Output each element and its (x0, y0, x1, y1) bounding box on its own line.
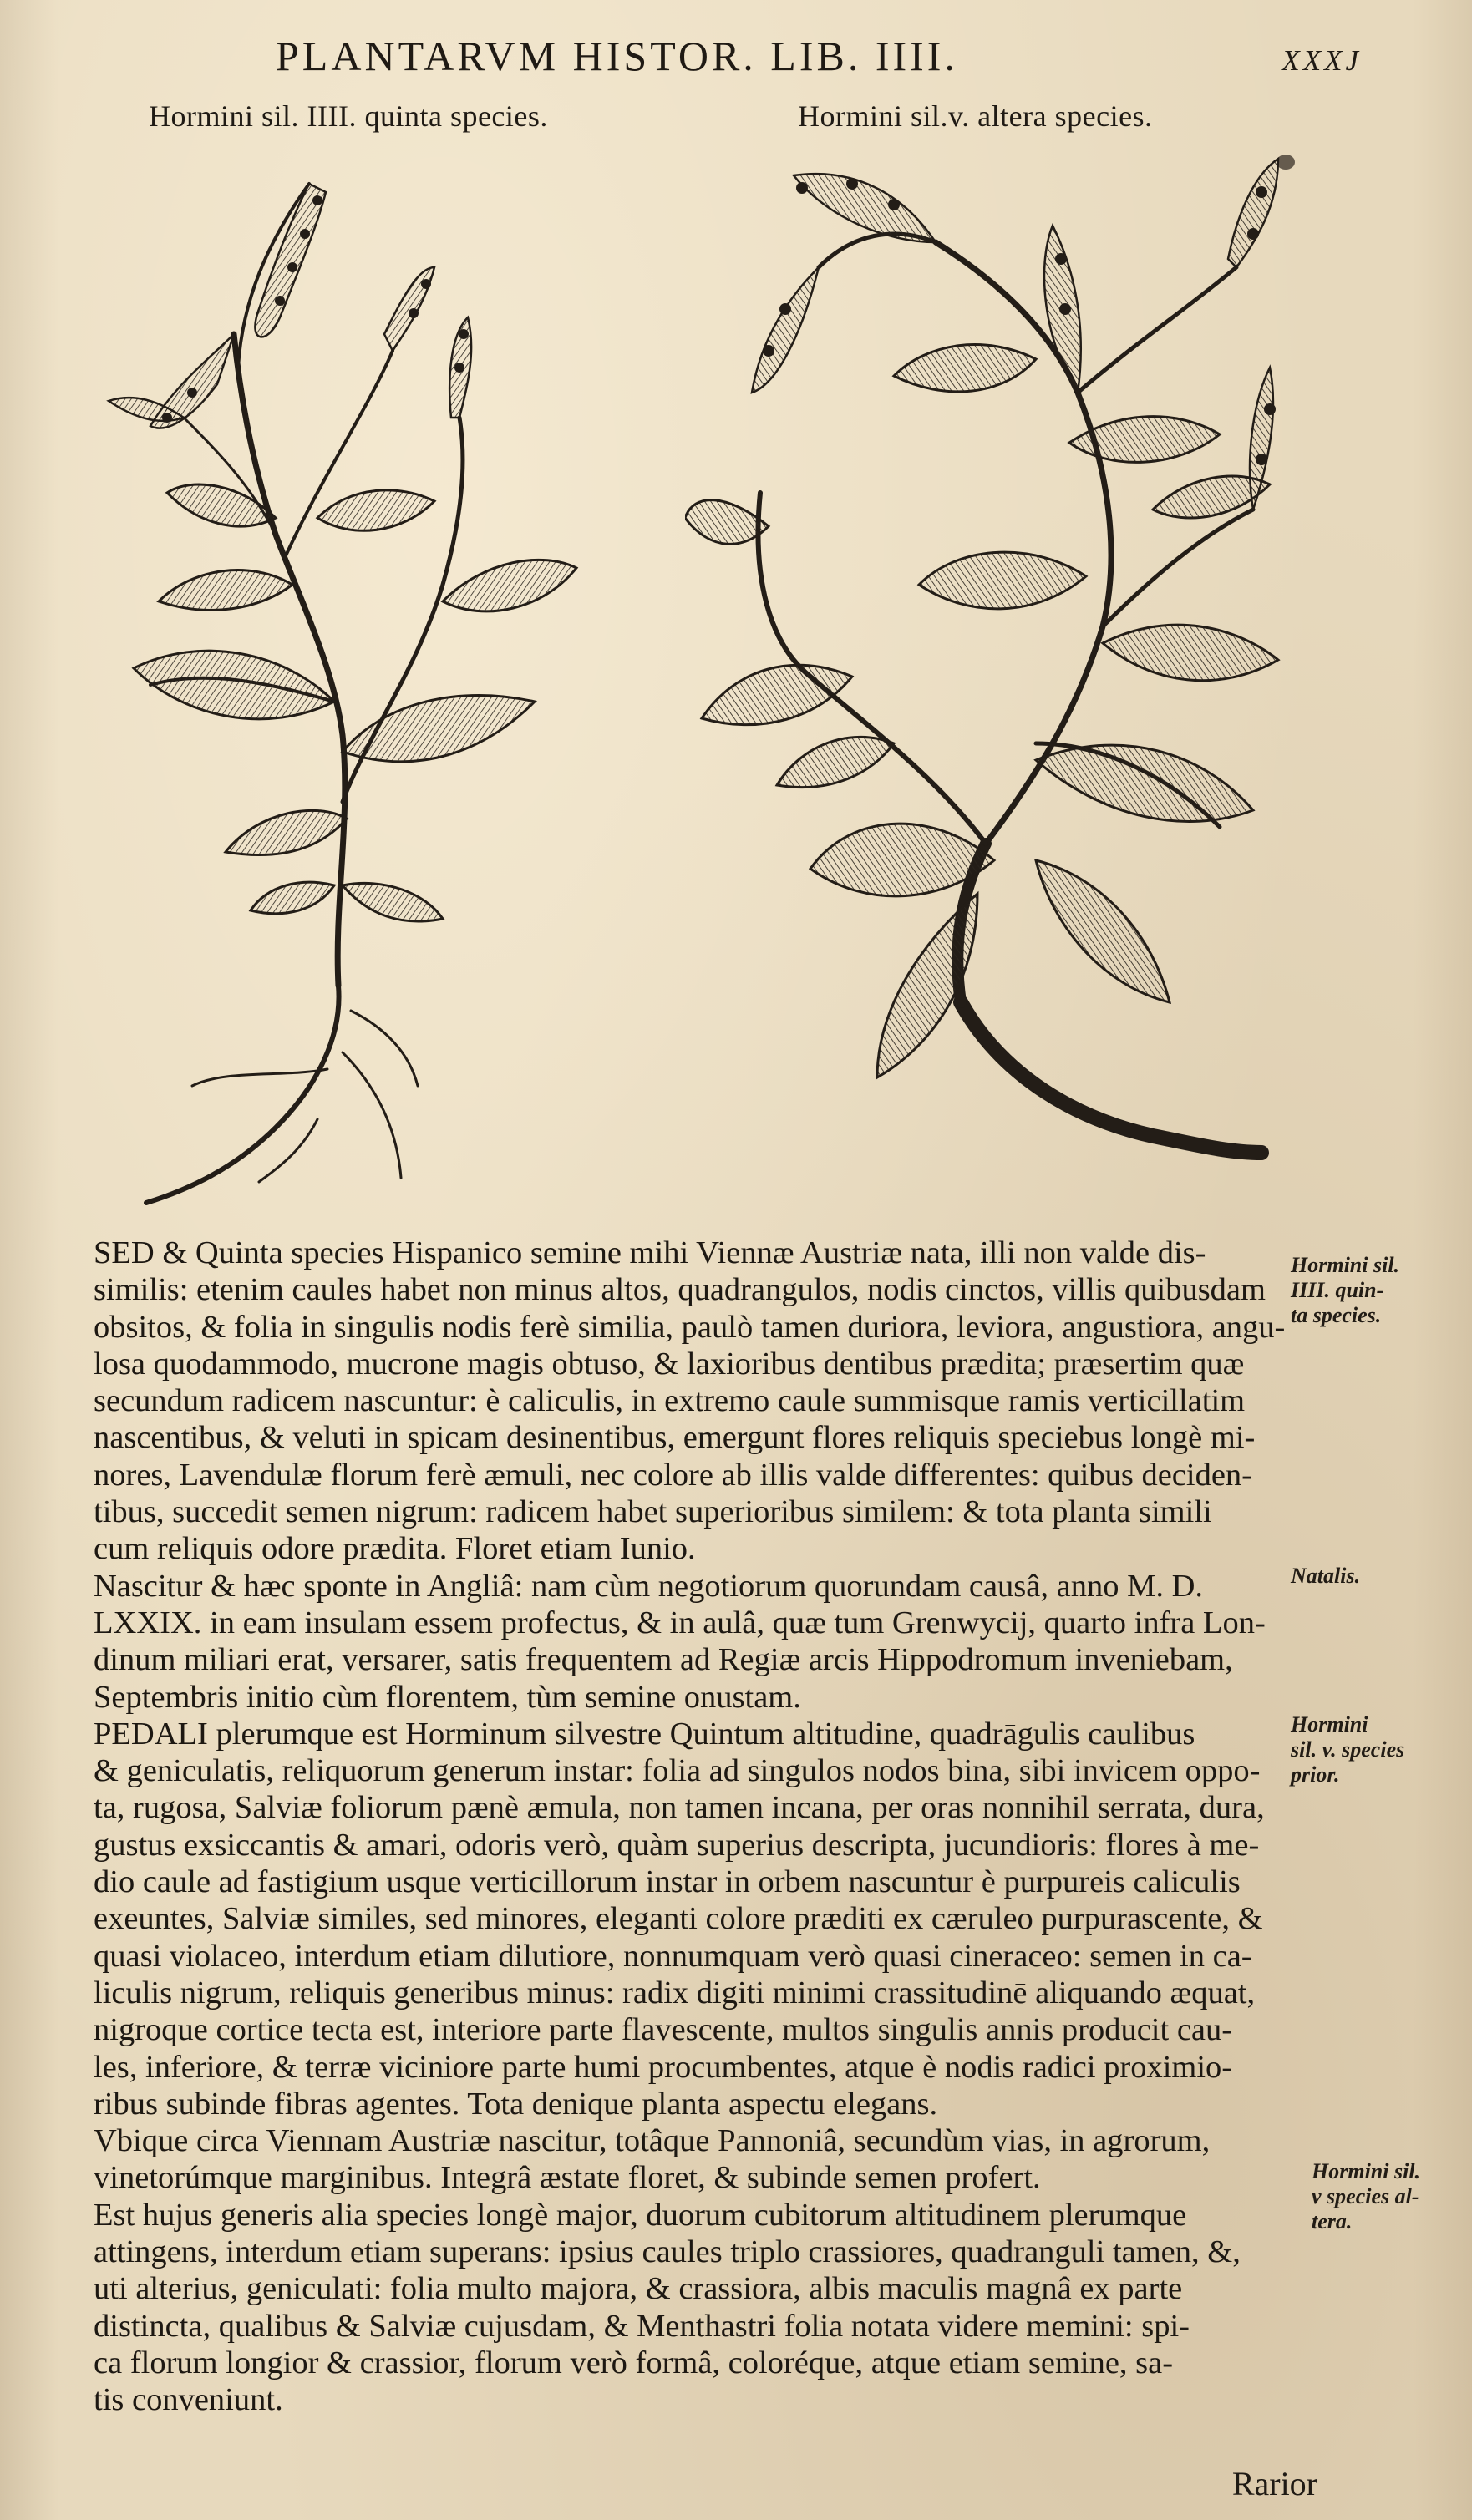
margin-note-line: sil. v. species (1291, 1737, 1405, 1762)
paragraph-altera-species (94, 2197, 1288, 2419)
text-line: vinetorúmque marginibus. Integrâ æstate floret, & subinde semen profert. (94, 2160, 1041, 2196)
margin-note-line: IIII. quin- (1291, 1278, 1384, 1302)
text-line: losa quodammodo, mucrone magis obtuso, & laxioribus dentibus prædita; præsertim quæ (94, 1346, 1245, 1382)
paragraph-vbique (94, 2122, 1288, 2197)
margin-note-prior (1291, 1712, 1404, 1787)
body-text (94, 1235, 1288, 2419)
margin-note-line: Hormini sil. (1312, 2159, 1421, 2183)
text-line: obsitos, & folia in singulis nodis ferè similia, paulò tamen duriora, leviora, angustiora, angu- (94, 1309, 1286, 1345)
text-line: attingens, interdum etiam superans: ipsius caules triplo crassiores, quadranguli tamen, &, (94, 2234, 1241, 2270)
text-line: Nascitur & hæc sponte in Angliâ: nam cùm negotiorum quorundam causâ, anno M. D. (94, 1568, 1204, 1604)
text-line: Septembris initio cùm florentem, tùm semine onustam. (94, 1679, 801, 1715)
text-line: tis conveniunt. (94, 2382, 283, 2418)
text-line: tibus, succedit semen nigrum: radicem habet superioribus similem: & tota planta simili (94, 1494, 1212, 1530)
text-line: nascentibus, & veluti in spicam desinentibus, emergunt flores reliquis speciebus longè mi- (94, 1420, 1256, 1456)
text-line: exeuntes, Salviæ similes, sed minores, eleganti colore præditi ex cæruleo purpurascente, & (94, 1901, 1263, 1937)
margin-note-line: Hormini sil. (1291, 1253, 1400, 1277)
text-line: distincta, qualibus & Salviæ cujusdam, & Menthastri folia notata videre memini: spi- (94, 2308, 1190, 2344)
paragraph-pedali (94, 1716, 1288, 2122)
margin-note-line: v species al- (1312, 2184, 1419, 2208)
margin-note-altera (1312, 2159, 1420, 2234)
text-line: liculis nigrum, reliquis generibus minus: radix digiti minimi crassitudinē aliquando æquat, (94, 1975, 1256, 2010)
paragraph-natalis (94, 1568, 1288, 1716)
text-line: les, inferiore, & terræ viciniore parte humi procumbentes, atque è nodis radici proximio- (94, 2049, 1233, 2085)
plant-illustration-right (685, 142, 1287, 1186)
plant-illustration-left (67, 167, 601, 1228)
margin-note-line: Hormini (1291, 1712, 1368, 1737)
caption-right: Hormini sil.v. altera species. (798, 99, 1153, 133)
text-line: uti alterius, geniculati: folia multo majora, & crassiora, albis maculis magnâ ex parte (94, 2271, 1183, 2307)
margin-note-line: tera. (1312, 2209, 1353, 2234)
text-line: ta, rugosa, Salviæ foliorum pænè æmula, non tamen incana, per oras nonnihil serrata, dura, (94, 1790, 1265, 1826)
text-line: Est hujus generis alia species longè major, duorum cubitorum altitudinem plerumque (94, 2197, 1187, 2233)
text-line: & geniculatis, reliquorum generum instar: folia ad singulos nodos bina, sibi invicem oppo- (94, 1753, 1261, 1789)
text-line: cum reliquis odore prædita. Floret etiam Iunio. (94, 1531, 696, 1567)
text-line: Vbique circa Viennam Austriæ nascitur, totâque Pannoniâ, secundùm vias, in agrorum, (94, 2123, 1211, 2159)
text-line: similis: etenim caules habet non minus altos, quadrangulos, nodis cinctos, villis quibusdam (94, 1272, 1266, 1308)
text-line: secundum radicem nascuntur: è caliculis, in extremo caule summisque ramis verticillatim (94, 1383, 1246, 1419)
caption-left: Hormini sil. IIII. quinta species. (149, 99, 548, 133)
folio-number: xxxj (1282, 33, 1362, 79)
running-head (276, 32, 1362, 90)
margin-note-line: ta species. (1291, 1303, 1382, 1327)
margin-note-quinta (1291, 1253, 1399, 1328)
margin-note-natalis (1291, 1564, 1360, 1589)
woodcut-plate-left (67, 167, 601, 1228)
text-line: ca florum longior & crassior, florum verò formâ, coloréque, atque etiam semine, sa- (94, 2345, 1174, 2381)
woodcut-plate-right (685, 142, 1287, 1186)
text-line: dio caule ad fastigium usque verticillorum instar in orbem nascuntur è purpureis caliculis (94, 1864, 1241, 1900)
text-line: ribus subinde fibras agentes. Tota denique planta aspectu elegans. (94, 2086, 938, 2122)
text-line: nores, Lavendulæ florum ferè æmuli, nec colore ab illis valde differentes: quibus deciden- (94, 1457, 1252, 1493)
catchword: Rarior (1231, 2465, 1317, 2502)
margin-note-line: Natalis. (1291, 1564, 1361, 1588)
running-title: PLANTARVM HISTOR. LIB. IIII. (276, 33, 958, 79)
text-line: PEDALI plerumque est Horminum silvestre Quintum altitudine, quadrāgulis caulibus (94, 1716, 1195, 1752)
text-line: gustus exsiccantis & amari, odoris verò, quàm superius descripta, jucundioris: flores à me- (94, 1827, 1260, 1863)
text-line: quasi violaceo, interdum etiam dilutiore, nonnumquam verò quasi cineraceo: semen in ca- (94, 1938, 1252, 1974)
text-line: dinum miliari erat, versarer, satis frequentem ad Regiæ arcis Hippodromum inveniebam, (94, 1642, 1233, 1678)
margin-note-line: prior. (1291, 1762, 1340, 1787)
text-line: LXXIX. in eam insulam essem profectus, & in aulâ, quæ tum Grenwycij, quarto infra Lon- (94, 1605, 1266, 1640)
text-line: SED & Quinta species Hispanico semine mihi Viennæ Austriæ nata, illi non valde dis- (94, 1235, 1206, 1270)
paragraph-quinta-species (94, 1235, 1288, 1568)
text-line: nigroque cortice tecta est, interiore parte flavescente, multos singulis annis producit cau- (94, 2012, 1233, 2048)
